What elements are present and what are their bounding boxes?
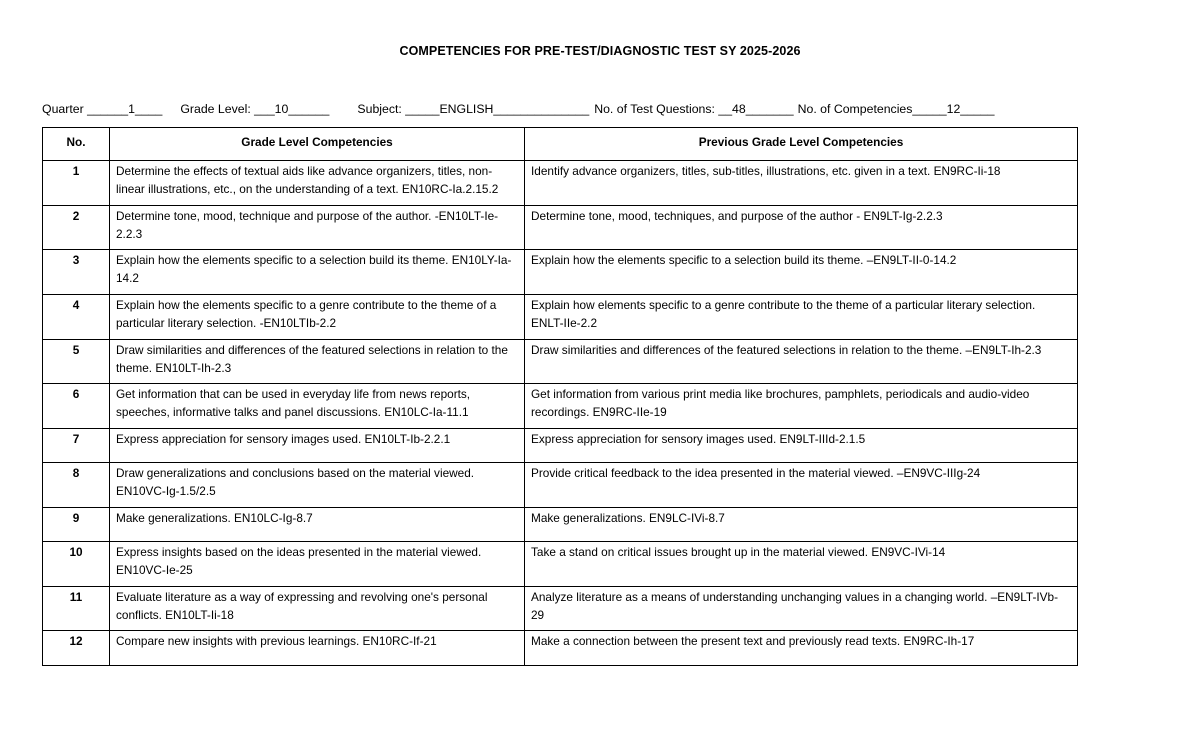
row-number: 8	[43, 463, 110, 508]
previous-competency: Explain how the elements specific to a selection build its theme. –EN9LT-II-0-14.2	[525, 250, 1078, 295]
previous-competency: Express appreciation for sensory images used. EN9LT-IIId-2.1.5	[525, 429, 1078, 463]
table-row	[43, 463, 1078, 508]
previous-competency: Determine tone, mood, techniques, and purpose of the author - EN9LT-Ig-2.2.3	[525, 205, 1078, 250]
table-row	[43, 586, 1078, 631]
test-info-line	[42, 102, 1142, 116]
grade-competency: Determine tone, mood, technique and purpose of the author. -EN10LT-Ie-2.2.3	[110, 205, 525, 250]
grade-competency: Express insights based on the ideas presented in the material viewed. EN10VC-Ie-25	[110, 541, 525, 586]
competencies-count-field: No. of Competencies_____12_____	[797, 102, 995, 116]
previous-competency: Explain how elements specific to a genre contribute to the theme of a particular literary selection. ENLT-IIe-2.2	[525, 295, 1078, 340]
row-number: 7	[43, 429, 110, 463]
grade-competency: Draw similarities and differences of the featured selections in relation to the theme. EN10LT-Ih-2.3	[110, 339, 525, 384]
table-row	[43, 295, 1078, 340]
previous-competency: Analyze literature as a means of understanding unchanging values in a changing world. –EN9LT-IVb-29	[525, 586, 1078, 631]
subject-field: Subject: _____ENGLISH______________	[357, 102, 590, 116]
grade-competency: Explain how the elements specific to a genre contribute to the theme of a particular literary selection. -EN10LTIb-2.2	[110, 295, 525, 340]
previous-competency: Draw similarities and differences of the featured selections in relation to the theme. –EN9LT-Ih-2.3	[525, 339, 1078, 384]
grade-competency: Express appreciation for sensory images used. EN10LT-Ib-2.2.1	[110, 429, 525, 463]
previous-competency: Get information from various print media like brochures, pamphlets, periodicals and audio-video recordings. EN9RC-IIe-19	[525, 384, 1078, 429]
row-number: 6	[43, 384, 110, 429]
grade-competency: Determine the effects of textual aids like advance organizers, titles, non-linear illustrations, etc., on the understanding of a text. EN10RC-Ia.2.15.2	[110, 161, 525, 206]
table-row	[43, 161, 1078, 206]
table-row	[43, 429, 1078, 463]
header-previous-grade-level-competencies: Previous Grade Level Competencies	[525, 128, 1078, 161]
row-number: 11	[43, 586, 110, 631]
header-grade-level-competencies: Grade Level Competencies	[110, 128, 525, 161]
grade-competency: Explain how the elements specific to a selection build its theme. EN10LY-Ia-14.2	[110, 250, 525, 295]
row-number: 1	[43, 161, 110, 206]
table-row	[43, 250, 1078, 295]
grade-competency: Make generalizations. EN10LC-Ig-8.7	[110, 507, 525, 541]
previous-competency: Take a stand on critical issues brought up in the material viewed. EN9VC-IVi-14	[525, 541, 1078, 586]
table-row	[43, 507, 1078, 541]
previous-competency: Make a connection between the present text and previously read texts. EN9RC-Ih-17	[525, 631, 1078, 666]
grade-competency: Get information that can be used in everyday life from news reports, speeches, informative talks and panel discussions. EN10LC-Ia-11.1	[110, 384, 525, 429]
table-row	[43, 541, 1078, 586]
grade-competency: Evaluate literature as a way of expressing and revolving one's personal conflicts. EN10LT-Ii-18	[110, 586, 525, 631]
table-row	[43, 205, 1078, 250]
row-number: 10	[43, 541, 110, 586]
table-row	[43, 339, 1078, 384]
row-number: 12	[43, 631, 110, 666]
grade-level-field: Grade Level: ___10______	[180, 102, 330, 116]
header-no: No.	[43, 128, 110, 161]
row-number: 3	[43, 250, 110, 295]
row-number: 9	[43, 507, 110, 541]
previous-competency: Provide critical feedback to the idea presented in the material viewed. –EN9VC-IIIg-24	[525, 463, 1078, 508]
competencies-table	[42, 127, 1078, 666]
row-number: 2	[43, 205, 110, 250]
table-row	[43, 631, 1078, 666]
table-row	[43, 384, 1078, 429]
row-number: 4	[43, 295, 110, 340]
document-title: COMPETENCIES FOR PRE-TEST/DIAGNOSTIC TEST SY 2025-2026	[399, 44, 801, 58]
table-header-row	[43, 128, 1078, 161]
grade-competency: Draw generalizations and conclusions based on the material viewed. EN10VC-Ig-1.5/2.5	[110, 463, 525, 508]
test-questions-field: No. of Test Questions: __48_______	[594, 102, 794, 116]
previous-competency: Make generalizations. EN9LC-IVi-8.7	[525, 507, 1078, 541]
quarter-field: Quarter ______1____	[42, 102, 163, 116]
row-number: 5	[43, 339, 110, 384]
grade-competency: Compare new insights with previous learnings. EN10RC-If-21	[110, 631, 525, 666]
previous-competency: Identify advance organizers, titles, sub-titles, illustrations, etc. given in a text. EN9RC-Ii-18	[525, 161, 1078, 206]
